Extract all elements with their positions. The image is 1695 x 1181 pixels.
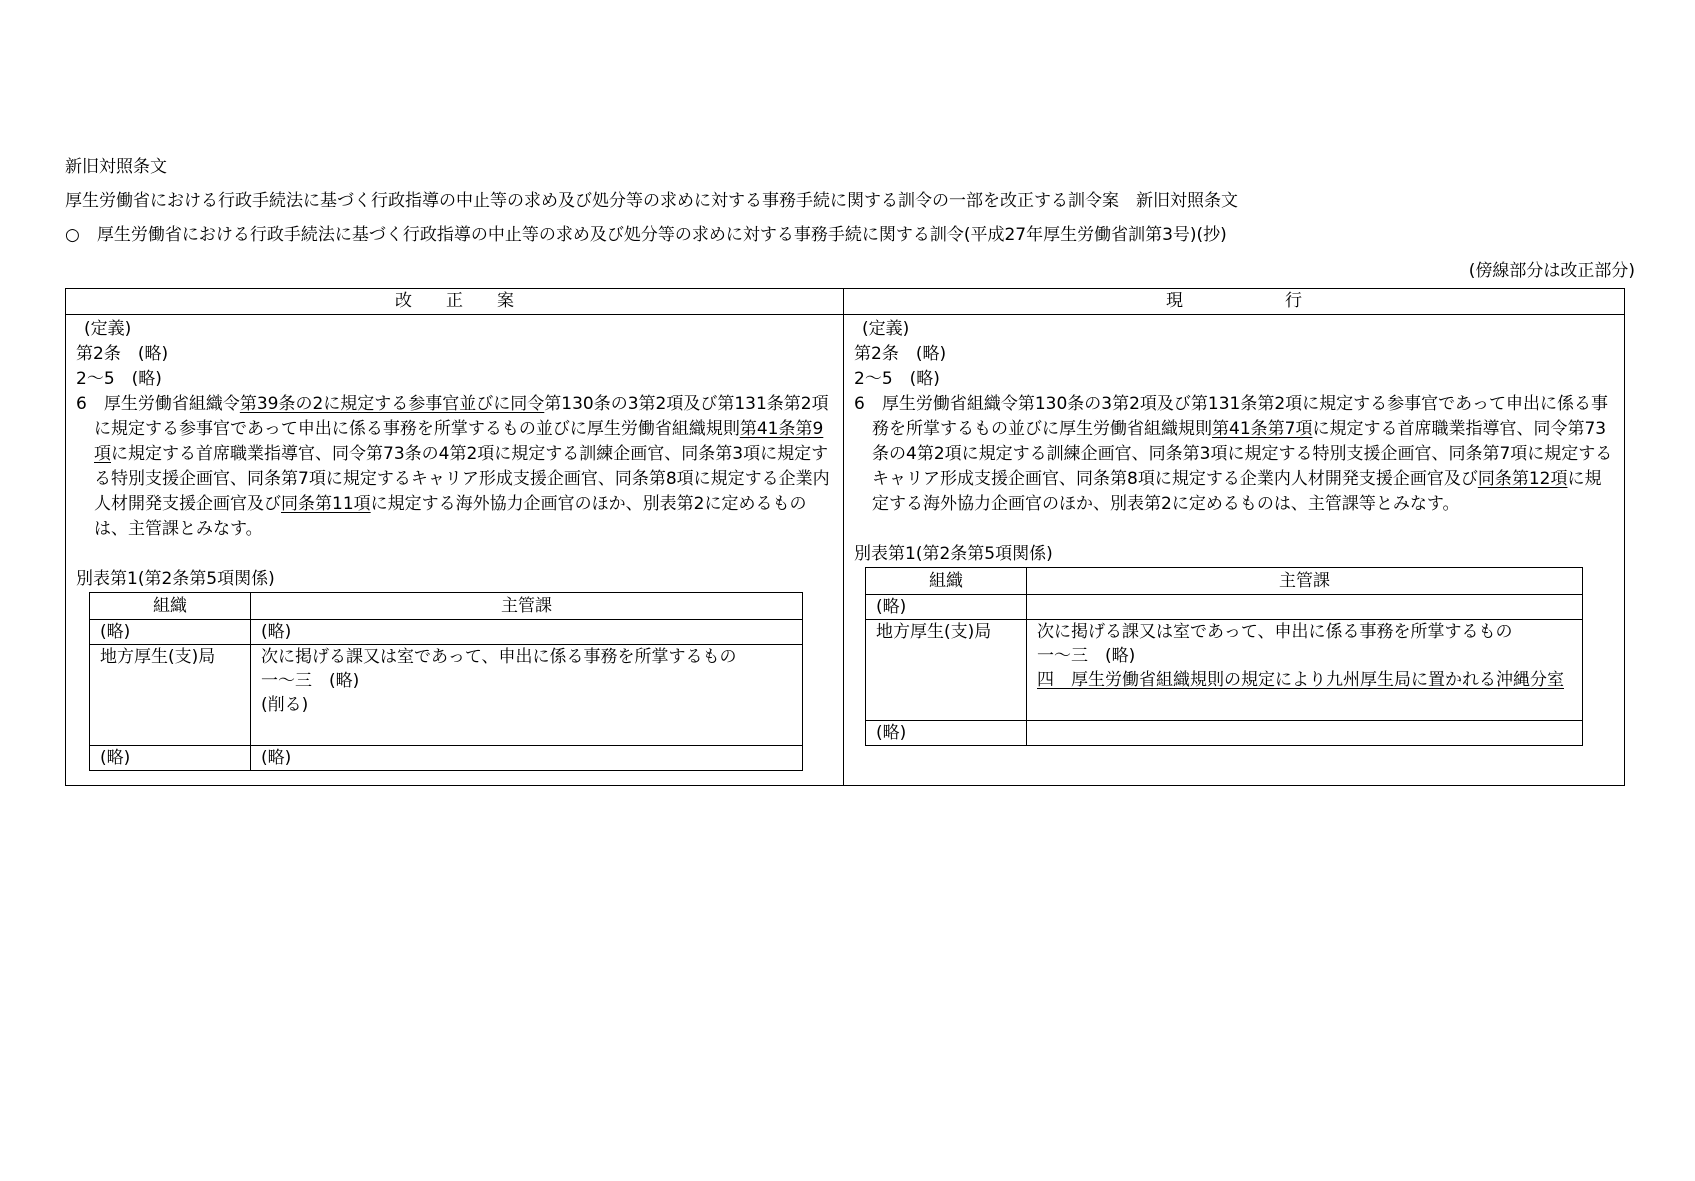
table-row xyxy=(866,595,1583,620)
cell: (略) xyxy=(251,746,803,771)
current-header: 現 行 xyxy=(844,289,1624,315)
text-segment: 6 厚生労働省組織令第130条の3第2項及び第131条第2項に規定する参事官であって申出に係る事務を所掌するもの並びに厚生労働省組織規則 xyxy=(854,394,1608,439)
underline-note: (傍線部分は改正部分) xyxy=(1468,261,1635,281)
amended-segment: 同条第12項 xyxy=(1477,469,1568,489)
amended-segment: 同条第11項 xyxy=(281,494,371,514)
cell: (略) xyxy=(866,595,1027,620)
comparison-table xyxy=(65,288,1625,786)
definition-heading: (定義) xyxy=(862,319,910,339)
cell xyxy=(1027,595,1583,620)
text-segment: 6 厚生労働省組織令 xyxy=(76,394,240,414)
definition-heading: (定義) xyxy=(84,319,132,339)
cell-line: (削る) xyxy=(261,695,309,715)
items-2-5: 2〜5 (略) xyxy=(76,369,162,389)
col-header-division: 主管課 xyxy=(251,593,803,620)
appendix-table xyxy=(865,567,1583,746)
cell xyxy=(251,645,803,746)
cell: (略) xyxy=(251,620,803,645)
cell: (略) xyxy=(866,721,1027,746)
amended-segment: 第39条の2に規定する参事官並びに同令 xyxy=(239,394,545,414)
table-row xyxy=(866,721,1583,746)
doc-subject: ○ 厚生労働省における行政手続法に基づく行政指導の中止等の求め及び処分等の求めに対する事務手続に関する訓令(平成27年厚生労働省訓第3号)(抄) xyxy=(65,225,1227,245)
text-segment: に規定する首席職業指導官、同令第73条の4第2項に規定する訓練企画官、同条第3項に規定する特別支援企画官、同条第7項に規定するキャリア形成支援企画官、同条第8項に規定する企業内人材開発支援企画官及び xyxy=(94,444,830,514)
cell-line: 一〜三 (略) xyxy=(261,671,360,691)
revised-column xyxy=(66,289,844,785)
table-row xyxy=(90,620,803,645)
table-row xyxy=(866,620,1583,721)
table-row xyxy=(90,645,803,746)
doc-label: 新旧対照条文 xyxy=(65,157,167,177)
revised-header: 改 正 案 xyxy=(66,289,843,315)
article-2: 第2条 (略) xyxy=(854,344,947,364)
amended-segment: 第41条第9項 xyxy=(94,419,824,464)
article-2: 第2条 (略) xyxy=(76,344,169,364)
doc-title: 厚生労働省における行政手続法に基づく行政指導の中止等の求め及び処分等の求めに対する事務手続に関する訓令の一部を改正する訓令案 新旧対照条文 xyxy=(65,191,1238,211)
appendix-table xyxy=(89,592,803,771)
text-segment: に規定する首席職業指導官、同令第73条の4第2項に規定する訓練企画官、同条第3項に規定する特別支援企画官、同条第7項に規定するキャリア形成支援企画官、同条第8項に規定する企業内人材開発支援企画官及び xyxy=(872,419,1613,489)
appendix-table-title: 別表第1(第2条第5項関係) xyxy=(76,569,275,589)
cell xyxy=(1027,620,1583,721)
cell: (略) xyxy=(90,746,251,771)
items-2-5: 2〜5 (略) xyxy=(854,369,940,389)
cell: 地方厚生(支)局 xyxy=(866,620,1027,721)
text-segment: に規定する海外協力企画官のほか、別表第2に定めるものは、主管課とみなす。 xyxy=(94,494,807,539)
text-segment: に規定する海外協力企画官のほか、別表第2に定めるものは、主管課等とみなす。 xyxy=(872,469,1602,514)
cell-line: 次に掲げる課又は室であって、申出に係る事務を所掌するもの xyxy=(261,647,737,667)
table-row xyxy=(90,746,803,771)
text-segment: 第130条の3第2項及び第131条第2項に規定する参事官であって申出に係る事務を所掌するもの並びに厚生労働省組織規則 xyxy=(94,394,829,439)
item-6 xyxy=(76,392,833,542)
appendix-table-title: 別表第1(第2条第5項関係) xyxy=(854,544,1053,564)
col-header-division: 主管課 xyxy=(1027,568,1583,595)
amended-cell-line: 四 厚生労働省組織規則の規定により九州厚生局に置かれる沖縄分室 xyxy=(1037,670,1564,690)
cell: (略) xyxy=(90,620,251,645)
col-header-org: 組織 xyxy=(866,568,1027,595)
col-header-org: 組織 xyxy=(90,593,251,620)
amended-segment: 第41条第7項 xyxy=(1212,419,1313,439)
current-column xyxy=(844,289,1624,785)
cell-line: 次に掲げる課又は室であって、申出に係る事務を所掌するもの xyxy=(1037,622,1513,642)
cell-line: 一〜三 (略) xyxy=(1037,646,1136,666)
cell: 地方厚生(支)局 xyxy=(90,645,251,746)
cell xyxy=(1027,721,1583,746)
item-6 xyxy=(854,392,1614,517)
